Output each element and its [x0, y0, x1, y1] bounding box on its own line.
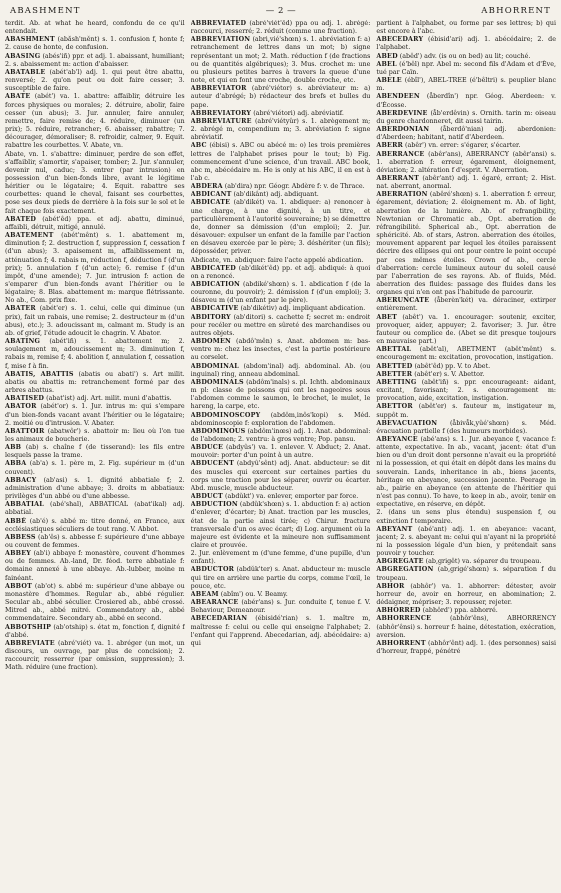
entry-headword: ABEYANCE — [376, 435, 418, 443]
dictionary-entry — [191, 265, 371, 281]
dictionary-entry — [376, 175, 556, 191]
entry-definition: (abăsh'mĕnt) s. 1. confusion f, honte f; 2. cause de honte, de confusion. — [5, 36, 185, 52]
entry-headword: ABELE — [376, 77, 402, 85]
dictionary-entry — [191, 412, 371, 428]
dictionary-entry — [376, 403, 556, 419]
entry-definition: (abhôr'êns), ABHORRENCY (abhôr'ênsi) s. horreur f: haine, détestation, exécration, aversion. — [376, 615, 557, 639]
entry-definition: (abat'ist) adj. Art. milit. muni d'abattis. — [46, 395, 172, 403]
entry-headword: ABASING — [5, 52, 41, 60]
entry-headword: ABATED — [5, 215, 37, 223]
dictionary-columns — [5, 20, 556, 889]
running-header — [10, 4, 551, 18]
entry-headword: ABBREVIATED — [190, 20, 247, 27]
dictionary-entry — [376, 583, 556, 607]
entry-headword: ABETTED — [376, 362, 413, 370]
entry-definition: (abé'shal), ABBATICAL (abat'ikal) adj. abbatial. — [5, 501, 185, 517]
entry-headword: ABB — [5, 444, 22, 452]
dictionary-entry — [191, 85, 371, 109]
entry-headword: ABBACY — [5, 476, 37, 484]
dictionary-entry — [376, 126, 556, 142]
entry-definition: (abêd') adv. (is ou on bed) au lit; couché. — [399, 52, 531, 60]
dictionary-entry — [376, 36, 556, 52]
entry-headword: ABGREGATION — [376, 566, 434, 574]
dictionary-entry — [376, 566, 556, 582]
entry-headword: ABHORRENCE — [376, 615, 432, 623]
entry-definition: (ab'dikét'êd) pp. et adj. abdiqué: à quoi on a renoncé. — [190, 264, 371, 280]
entry-definition: (abré'viétyûr) s. 1. abrègement m; 2. abrégé m, compendium m; 3. abréviation f: signe abréviatif. — [190, 117, 371, 142]
dictionary-entry — [191, 36, 371, 85]
entry-definition: terdit. Ab. at what he heard, confondu de ce qu'il entendait. — [5, 20, 185, 36]
dictionary-entry — [376, 151, 556, 175]
entry-headword: ABBESS — [5, 533, 36, 541]
entry-definition: (ébisid'ari) adj. 1. abécédaire; 2. de l'alphabet. — [376, 36, 557, 52]
entry-definition: (abét') va. 1. abattre: affaiblir, détruire les forces physiques ou morales; 2. détruire, abolir, faire cesser (un abus); 3. Jur. annuler, faire annuler, remettre, faire remise de; 4. réduire, diminuer (un prix); 5. réduire, retrancher; 6. abaisser, rabattre; 7. décourager, démoraliser; 8. refroidir, calmer, 9. Equit. rabattre les courbettes. V. Abate, vn. — [5, 93, 185, 150]
dictionary-entry — [5, 477, 185, 501]
entry-headword: ABBEY — [5, 550, 32, 558]
entry-definition: (abêt'êd) pp. V. to Abet. — [414, 362, 491, 370]
dictionary-entry — [191, 281, 371, 305]
entry-headword: ABATABLE — [5, 68, 46, 76]
entry-definition: (ébîl'), ABEL-TREE (é'bêltri) s. peuplier blanc m. — [376, 77, 556, 93]
entry-definition: (abdŭkt') va. enlever, emporter par force. — [225, 493, 359, 501]
entry-headword: ABASHMENT — [5, 36, 55, 44]
column-right — [376, 20, 556, 889]
entry-definition: (åb'erdêvin) s. Ornith. tarin m: oiseau du genre chardonneret, dit aussi tairin. — [376, 109, 556, 125]
entry-definition: (abé'ant) adj. 1. en abeyance: vacant, jacent; 2. s. abeyant m: celui qui n'ayant ni la propriété ni la possession légale d'un bien, y prétendait sans pouvoir y toucher. — [376, 525, 557, 558]
entry-definition: (abatis ou abati') s. Art milit. abatis ou abattis m: retranchement formé par des arbres abattus. — [5, 370, 185, 395]
entry-definition: (ab'é) s. abbé m: titre donné, en France, aux ecclésiastiques séculiers de tout rang. V. Abbot. — [5, 517, 185, 533]
entry-definition: (åberèn'két) va. déraciner, extirper entièrement. — [376, 297, 557, 313]
entry-definition: (abîm') ou. V. Beamy. — [220, 590, 288, 598]
entry-headword: ABATE — [5, 93, 31, 101]
dictionary-entry — [191, 493, 371, 501]
entry-headword: ABATER — [5, 305, 36, 313]
entry-definition: (abét'mênt) s. 1. abattement m, diminution f; 2. destruction f, suppression f, cessation f (d'un abus); 3. apaisement m, affaiblissement m, atténuation f; 4. rabais m, réduction f, déduction f (d'un prix); 5. annulation f (d'un acte); 6. remise f (d'un impôt, d'une amende); 7. Jur. intrusion f: action de s'emparer d'un bien-fonds avant l'héritier ou le légataire; 8. Blas. abattement m: marque flétrissante. No ab., Com. prix fixe. — [5, 232, 185, 305]
entry-definition: (ab,grigêt) va. séparer du troupeau. — [425, 558, 542, 566]
entry-definition: (abêré'shœn) s. 1. aberration f: erreur, égarement, déviation; 2. éloignement m. Ab. of light, aberration de la lumière. Ab. of refrangibility, Newtonian or Chromatic ab., Opt. aberration de réfrangibilité. Spherical ab., Opt. aberration de sphéricité. Ab. of stars, Astron. aberration des étoiles, mouvement apparent par lequel les étoiles paraissent décrire des ellipses qui ont pour centre le point occupé par ces mêmes étoiles. Crown of ab., cercle d'aberration: cercle lumineux autour du soleil causé par l'aberration de ses rayons. Ab. of fluids, Méd. aberration des fluides: passage des fluides dans les organes qui n'en ont pas l'habitude de parcourir. — [376, 191, 557, 297]
entry-definition: (abdŭk'shœn) s. 1. abduction f: a) action d'enlever, d'écarter; b) Anat. traction par les muscles, état de la partie ainsi tirée; c) Chirur. fracture transversale d'un os avec écart; d) Log. argument où la majeure est évidente et la mineure non suffisamment claire et prouvée. — [190, 501, 371, 549]
entry-headword: ABERRANT — [376, 174, 420, 182]
entry-headword: ABETTOR — [376, 403, 413, 411]
entry-headword: ABETTING — [376, 378, 417, 386]
entry-headword: ABERRANCE — [376, 150, 425, 158]
entry-headword: ABERR — [376, 142, 404, 150]
entry-headword: ABBREVIATURE — [190, 117, 252, 125]
entry-headword: ABDICATE — [190, 199, 231, 207]
entry-definition: (ab'asi) s. 1. dignité abbatiale f; 2. administration d'une abbaye; 3. droits m abbatiaux: privilèges d'un abbé ou d'une abbesse. — [5, 476, 185, 501]
entry-headword: ABC — [190, 142, 207, 150]
entry-headword: ABDUCENT — [190, 460, 234, 468]
entry-headword: ABERUNCATE — [376, 297, 430, 305]
entry-headword: ABDOMINOUS — [190, 427, 246, 435]
entry-headword: ABBOT — [5, 582, 33, 590]
entry-definition: (abdô'mên) s. Anat. abdomen m: bas-ventre m: chez les insectes, c'est la partie postérieure au corselet. — [190, 338, 371, 362]
entry-definition: (ab'dikétiv) adj. impliquant abdication. — [240, 305, 366, 313]
entry-headword: ABECEDARY — [376, 36, 424, 44]
dictionary-entry — [5, 428, 185, 444]
column-left — [5, 20, 185, 889]
dictionary-entry — [376, 379, 556, 403]
entry-definition: (abdyû'sênt) adj. Anat. abducteur: se dit des muscles qui exercent sur certaines parties du corps une traction pour les séparer, ouvrir ou écarter. Abd. muscle, muscle abducteur. — [190, 460, 371, 492]
entry-headword: ABDICATED — [190, 264, 236, 272]
entry-definition: (abêt'al), ABETMENT (abêt'mênt) s. encouragement m: excitation, provocation, instigation. — [376, 346, 557, 362]
dictionary-entry — [5, 53, 185, 69]
dictionary-entry — [376, 61, 556, 77]
entry-headword: ABBREVIATE — [5, 639, 55, 647]
entry-headword: ABATTOIR — [5, 427, 45, 435]
dictionary-entry — [376, 20, 556, 36]
entry-headword: ABDICATION — [190, 281, 241, 288]
entry-headword: ABBREVIATION — [190, 36, 251, 44]
entry-definition: (ab'dikét) va. 1. abdiquer: a) renoncer à une charge, à une dignité, à un titre, et particulièrement à l'autorité souveraine; b) se démettre de, donner sa démission (d'un emploi); 2. Jur. désavouer: expulser un enfant de la famille par l'action en désaveu exercée par le père; 3. déshériter (un fils); déposséder, priver. — [190, 199, 371, 256]
dictionary-entry — [5, 501, 185, 517]
dictionary-entry — [5, 550, 185, 583]
entry-headword: ABET — [376, 313, 397, 321]
dictionary-entry — [376, 314, 556, 347]
entry-headword: ABEARANCE — [190, 599, 239, 607]
entry-headword: ABDOMINALS — [190, 378, 244, 386]
entry-headword: ABETTER — [376, 370, 413, 378]
entry-definition: (abdôm,inôs'kopi) s. Méd. abdominoscopie f: exploration de l'abdomen. — [190, 411, 371, 427]
entry-headword: ABBOTSHIP — [5, 623, 52, 631]
dictionary-entry — [5, 20, 185, 36]
dictionary-entry — [191, 110, 371, 118]
dictionary-entry — [376, 53, 556, 61]
dictionary-entry — [5, 232, 185, 305]
entry-definition: (ab'ot) s. abbé m: supérieur d'une abbaye ou monastère d'hommes. Regular ab., abbé régulier. Secular ab., abbé séculier. Crosiered ab., abbé crossé. Mitred ab., abbé mitré. Commendatory ab., abbé commendataire. Secondary ab., abbé en second. — [5, 582, 185, 623]
entry-definition: Abate, vn. 1. s'abattre: diminuer, perdre de son effet, s'affaiblir, s'amortir, s'apaiser, tomber; 2. Jur. s'annuler, devenir nul, caduc; 3. entrer (par intrusion) en possession d'un bien-fonds libre, avant le légitime héritier ou le légataire; 4. Equit. rabattre ses courbettes: quand le cheval, faisant ses courbettes, pose ses deux pieds de derrière à la fois sur le sol et le fait chaque fois exactement. — [5, 150, 185, 215]
entry-definition: (abdôm'inœs) adj. 1. Anat. abdominal: de l'abdomen; 2. ventru: à gros ventre; Pop. pansu. — [190, 427, 371, 443]
dictionary-entry — [191, 566, 371, 590]
entry-headword: ABBATIAL — [5, 501, 44, 509]
dictionary-entry — [376, 526, 556, 559]
dictionary-entry — [376, 371, 556, 379]
entry-headword: ABDUCTION — [190, 501, 238, 509]
entry-definition: (abêt'iñ) s. ppr. encourageant: aidant, excitant, favorisant; 2. s. encouragement m: provocation, aide, excitation, instigation. — [376, 378, 557, 403]
entry-headword: ABDUCTOR — [190, 566, 235, 574]
dictionary-entry — [191, 338, 371, 362]
entry-definition: 2. (dans un sens plus étendu) suspension f, ou extinction f temporaire. — [376, 509, 557, 525]
dictionary-entry — [191, 444, 371, 460]
entry-definition: (abré'viét) va. 1. abréger (un mot, un discours, un ouvrage, par plus de concision); 2. raccourcir, resserrer (par omission, suppression); 3. Math. réduire (une fraction). — [5, 639, 185, 672]
entry-definition: (ébisidé'rian) s. 1. maître m, maîtresse f: celui ou celle qui enseigne l'alphabet; 2. l'enfant qui l'apprend. Abecedarian, adj. abécédaire: a) qui — [190, 615, 371, 647]
dictionary-entry — [5, 216, 185, 232]
entry-definition: (ab'ditori) s. cachette f; secret m: endroit pour recéler ou mettre en sûreté des marchandises ou autres objets. — [190, 313, 371, 337]
entry-definition: (é'bêl) npr. Abel m: second fils d'Adam et d'Ève, tué par Caïn. — [376, 60, 556, 76]
entry-headword: ABGREGATE — [376, 558, 424, 566]
dictionary-entry — [376, 420, 556, 436]
entry-headword: ABETTAL — [376, 346, 412, 354]
entry-definition: (ab'dira) npr. Géogr. Abdère f: v. de Thrace. — [224, 183, 365, 191]
entry-definition: (abét'iñ) s. 1. abattement m; 2. soulagement m, adoucissement m; 3. diminution f, rabais m, remise f; 4. abolition f, annulation f, cessation f, mise f à fin. — [5, 338, 185, 370]
entry-headword: ABHOR — [376, 582, 405, 590]
entry-headword: ABEVACUATION — [376, 419, 438, 427]
dictionary-entry — [5, 403, 185, 427]
dictionary-entry — [191, 257, 371, 265]
dictionary-entry — [5, 583, 185, 624]
entry-definition: (ab'i) abbaye f: monastère, couvent d'hommes ou de femmes. Ab.-land, Dr. féod. terre abbatiale f: domaine annexé à une abbaye. Ab.-lubber, moine m fainéant. — [5, 550, 185, 582]
entry-headword: ABDOMINOSCOPY — [190, 411, 261, 419]
entry-definition: (abêt'er) s. V. Abettor. — [414, 370, 485, 378]
dictionary-entry — [376, 363, 556, 371]
dictionary-entry — [5, 518, 185, 534]
dictionary-entry — [191, 379, 371, 412]
entry-headword: ABEAM — [190, 590, 219, 598]
dictionary-entry — [5, 534, 185, 550]
entry-headword: ABHORRED — [376, 607, 421, 615]
dictionary-entry — [191, 142, 371, 183]
entry-headword: ABBREVIATORY — [190, 109, 252, 117]
dictionary-entry — [191, 591, 371, 599]
dictionary-entry — [376, 191, 556, 297]
entry-headword: ABDUCT — [190, 493, 223, 501]
entry-headword: ABATIS, ABATTIS — [5, 370, 74, 378]
dictionary-entry — [5, 69, 185, 93]
entry-definition: (abhôr') va. 1. abhorrer: détester, avoir horreur de, avoir en horreur, en abomination; 2. dédaigner, mépriser; 3. repousser, rejeter. — [376, 582, 557, 607]
dictionary-entry — [191, 314, 371, 338]
entry-definition: (abét'êd) ppa. et adj. abattu, diminué, affaibli, détruit, mitigé, annulé. — [5, 215, 185, 231]
entry-definition: (åberdîn') npr. Géog. Aberdeen: v. d'Écosse. — [376, 93, 556, 109]
entry-definition: (abét'or) s. 1. Jur. intrus m: qui s'empare d'un bien-fonds vacant avant l'héritier ou le légataire; 2. moitié ou d'intrusion. V. Abater. — [5, 403, 185, 427]
entry-definition: (ab'dikânt) adj. abdiquant. — [233, 191, 319, 199]
entry-headword: ABERDEVINE — [376, 109, 428, 117]
dictionary-entry — [191, 501, 371, 550]
entry-definition: (ab,grigé'shœn) s. séparation f du troupeau. — [376, 566, 556, 582]
entry-headword: ABEL — [376, 60, 397, 68]
entry-definition: (abdiké'shœn) s. 1. abdication f (de la couronne, du pouvoir); 2. démission f (d'un emploi); 3. désaveu m (d'un enfant par le père). — [190, 281, 371, 305]
entry-headword: ABDITORY — [190, 313, 231, 321]
entry-definition: 2. Jur. enlèvement m (d'une femme, d'une pupille, d'un enfant). — [190, 550, 371, 566]
entry-definition: (abêr') vn. errer: s'égarer, s'écarter. — [405, 142, 521, 150]
entry-definition: (abatwôr') s. abattoir m: lieu où l'on tue les animaux de boucherie. — [5, 427, 185, 443]
entry-headword: ABDUCE — [190, 444, 224, 452]
dictionary-entry — [191, 363, 371, 379]
entry-headword: ABATISED — [5, 395, 45, 403]
entry-definition: (abré'viétori) adj. abréviatif. — [253, 109, 344, 117]
entry-definition: (abdŭk'ter) s. Anat. abducteur m: muscle qui tire en arrière une partie du corps, comme l'œil, le pouce, etc. — [190, 566, 371, 590]
entry-headword: ABDICATIVE — [190, 305, 239, 313]
entry-headword: ABERRATION — [376, 191, 428, 199]
entry-definition: (åberdô'nian) adj. aberdonien: d'Aberdeen; habitant, natif d'Aberdeen. — [376, 126, 556, 142]
entry-definition: (ab'a) s. 1. père m, 2. Fig. supérieur m (d'un couvent). — [5, 460, 185, 476]
dictionary-entry — [376, 640, 556, 656]
entry-definition: (abdôm'inals) s. pl. Ichth. abdominaux m pl: classe de poissons qui ont les nageoires sous l'abdomen comme le saumon, le brochet, le mulet, le hareng, la carpe, etc. — [190, 378, 371, 411]
dictionary-entry — [5, 444, 185, 460]
entry-definition: (abêt') va. 1. encourager: soutenir, exciter, provoquer, aider, appuyer; 2. favoriser; 3. Jur. être fauteur ou complice de. (Abet se dit presque toujours en mauvaise part.) — [376, 313, 557, 346]
dictionary-entry — [376, 77, 556, 93]
entry-headword: ABATOR — [5, 403, 37, 411]
entry-definition: (abhôrd') ppa. abhorré. — [422, 607, 498, 615]
entry-headword: ABED — [376, 52, 398, 60]
dictionary-entry — [5, 338, 185, 371]
entry-definition: (abdom'inal) adj. abdominal. Ab. (ou inguinal) ring, anneau abdominal. — [190, 362, 371, 378]
entry-definition: (abêr'ant) adj. 1. égaré, errant; 2. Hist. nat. aberrant, anormal. — [376, 174, 557, 191]
entry-definition: (abré'viétor) s. abréviateur m: a) auteur d'abrégé; b) rédacteur des brefs et bulles du pape. — [190, 85, 371, 109]
page-number: — 2 — — [265, 6, 297, 16]
entry-definition: partient à l'alphabet, ou forme par ses lettres; b) qui est encore à l'abc. — [376, 20, 557, 36]
entry-headword: ABENDEEN — [376, 93, 420, 101]
entry-headword: ABERDONIAN — [376, 126, 430, 134]
entry-definition: (abét'ab'l) adj. 1. qui peut être abattu, renversé; 2. qu'on peut ou doit faire cesser; 3. susceptible de faire. — [5, 68, 185, 93]
dictionary-entry — [191, 615, 371, 648]
entry-definition: (abét'er) s. 1. celui, celle qui diminue (un prix), fait un rabais, une remise; 2. destructeur m (d'un abus), etc.); 3. adoucissant m, calmant m. Study is an ab. of grief, l'étude adoucit le chagrin. V. Abator. — [5, 305, 185, 337]
dictionary-entry — [5, 93, 185, 150]
entry-headword: ABATEMENT — [5, 232, 54, 240]
entry-definition: (ab'otship) s. état m, fonction f, dignité f d'abbé. — [5, 623, 185, 639]
entry-headword: ABDOMINAL — [190, 362, 239, 370]
entry-headword: ABDERA — [190, 183, 223, 191]
running-head-left: ABASHMENT — [10, 6, 81, 16]
entry-definition: (abhôr'ênt) adj. 1. (des personnes) saisi d'horreur, frappé, pénétré — [376, 639, 556, 656]
dictionary-entry — [191, 199, 371, 256]
dictionary-entry — [191, 460, 371, 493]
entry-headword: ABBA — [5, 460, 27, 468]
entry-definition: (abêt'er) s. fauteur m, instigateur m, suppôt m. — [376, 403, 556, 419]
entry-definition: (abri,vié'shœn) s. 1. abréviation f: a) retranchement de lettres dans un mot; b) signe représentant un mot; 2. Math. réduction f (de fractions ou de quantités algébriques); 3. Mus. crochet m: une ou plusieurs petites barres à travers la queue d'une note, et qui en font une croche, double croche, etc. — [190, 36, 371, 85]
dictionary-entry — [5, 624, 185, 640]
dictionary-entry — [5, 640, 185, 673]
entry-headword: ABBREVIATOR — [190, 85, 247, 93]
entry-definition: Abdicate, vn. abdiquer: faire l'acte appelé abdication. — [190, 256, 364, 264]
dictionary-entry — [191, 599, 371, 615]
dictionary-entry — [376, 142, 556, 150]
dictionary-entry — [5, 36, 185, 52]
dictionary-entry — [191, 118, 371, 142]
entry-definition: (åbivåk,yûé'shœn) s. Méd. évacuation partielle f (des humeurs morbides). — [376, 419, 556, 435]
entry-definition: (abdyûs') va. 1. enlever. V. Abduct; 2. Anat. mouvoir: porter d'un point à un autre. — [190, 444, 371, 460]
dictionary-entry — [376, 509, 556, 525]
entry-definition: (abré'viét'êd) ppa ou adj. 1. abrégé: raccourci, resserré; 2. réduit (comme une fraction). — [190, 20, 371, 36]
entry-definition: (ab) s. chaîne f (de tisserand): les fils entre lesquels passe la trame. — [5, 444, 185, 460]
dictionary-entry — [376, 346, 556, 362]
dictionary-entry — [191, 428, 371, 444]
dictionary-entry — [376, 297, 556, 313]
running-head-right: ABHORRENT — [481, 6, 551, 16]
entry-headword: ABEYANT — [376, 525, 413, 533]
dictionary-entry — [191, 305, 371, 313]
entry-definition: (abé'ans) s. 1. Jur. abeyance f, vacance f: attente, expectative. In ab., vacant, jacent: état d'un bien ou d'un droit dont personne n'avait eu la propriété ni la possession, et qui était en dépôt dans les mains du souverain. Lands, inheritance in ab., biens jacents, héritage en abeyance, succession jacente. Peerage in ab., pairie en abeyance (en attente de l'héritier qui n'est pas connu). To have, to keep in ab., avoir, tenir en expectative, en réserve, en dépôt. — [376, 435, 557, 509]
entry-definition: (abér'ans) s. Jur. conduite f, tenue f. V. Behaviour, Demeanour. — [190, 599, 371, 615]
column-middle — [191, 20, 371, 889]
entry-definition: (ab'ês) s. abbesse f: supérieure d'une abbaye ou couvent de femmes. — [5, 533, 185, 549]
entry-headword: ABDOMEN — [190, 338, 232, 346]
entry-headword: ABDICANT — [190, 191, 232, 199]
dictionary-entry — [5, 460, 185, 476]
dictionary-entry — [5, 151, 185, 216]
entry-headword: ABHORRENT — [376, 639, 426, 647]
dictionary-entry — [5, 371, 185, 395]
entry-definition: (ébisi) s. ABC ou abécé m: o) les trois premières lettres de l'alphabet prises pour le tout; b) Fig. commencement d'une science, d'un travail. ABC book, abc m, abécédaire m. He is only at his ABC, il en est à l'ab c. — [190, 142, 371, 182]
dictionary-entry — [191, 20, 371, 36]
dictionary-entry — [376, 110, 556, 126]
entry-definition: (abêr'ans), ABERRANCY (abêr'ansi) s. 1. aberration f: erreur, égarement, éloignement, déviation; 2. altération f d'esprit. V. Aberration. — [376, 150, 557, 174]
dictionary-entry — [191, 550, 371, 566]
dictionary-entry — [376, 615, 556, 639]
entry-headword: ABECEDARIAN — [190, 615, 248, 623]
dictionary-entry — [376, 93, 556, 109]
dictionary-entry — [5, 305, 185, 338]
entry-definition: (abés'iñ) ppr. et adj. 1. abaissant, humiliant; 2. s. abaissement m: action d'abaisser. — [5, 52, 185, 68]
entry-headword: ABATING — [5, 338, 41, 346]
entry-headword: ABBÉ — [5, 517, 27, 525]
dictionary-entry — [376, 436, 556, 509]
